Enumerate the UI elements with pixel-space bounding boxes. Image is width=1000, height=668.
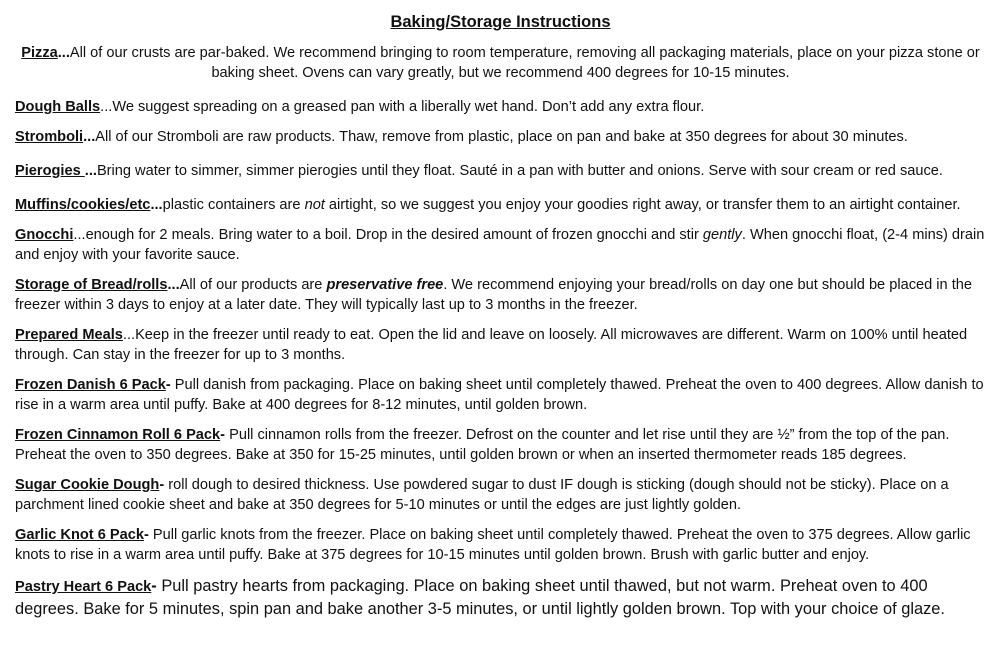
page-title: Baking/Storage Instructions: [390, 13, 611, 31]
entry-storage-bread-rolls: [15, 275, 986, 315]
entry-pizza: [15, 43, 986, 83]
entry-separator: ...: [167, 277, 180, 293]
entry-frozen-danish: [15, 375, 986, 415]
entry-text: Pull cinnamon rolls from the freezer. Defrost on the counter and let rise until they are ½” from the top of the pan. Preheat the oven to 350 degrees. Bake at 350 for 15-25 minutes, until golden brown or when an inserted thermometer reads 185 degrees.: [15, 427, 950, 463]
entry-emphasis: not: [304, 197, 325, 213]
entry-text: Pull garlic knots from the freezer. Place on baking sheet until completely thawed. Preheat the oven to 375 degrees. Allow garlic knots to rise in a warm area until puffy. Bake at 375 degrees for 10-15 minutes until golden brown. Brush with garlic butter and enjoy.: [15, 527, 971, 563]
entry-label: Sugar Cookie Dough: [15, 477, 160, 493]
entry-text: Pull pastry hearts from packaging. Place on baking sheet until thawed, but not warm. Preheat oven to 400 degrees. Bake for 5 minutes, spin pan and bake another 3-5 minutes, or until lightly golden brown. Top with your choice of glaze.: [15, 577, 945, 618]
entry-separator: ...: [100, 99, 113, 115]
entry-text: enough for 2 meals. Bring water to a boil. Drop in the desired amount of frozen gnocchi and stir: [85, 227, 703, 243]
entry-label: Pierogies: [15, 163, 85, 179]
entry-label: Prepared Meals: [15, 327, 123, 343]
entry-text: All of our Stromboli are raw products. Thaw, remove from plastic, place on pan and bake at 350 degrees for about 30 minutes.: [95, 129, 908, 145]
entry-stromboli: [15, 127, 986, 147]
entry-text: All of our products are: [179, 277, 327, 293]
entry-separator: ...: [73, 227, 86, 243]
entry-garlic-knot: [15, 525, 986, 565]
entry-label: Storage of Bread/rolls: [15, 277, 168, 293]
entry-label: Dough Balls: [15, 99, 101, 115]
entry-label: Frozen Danish 6 Pack: [15, 377, 166, 393]
entry-text: airtight, so we suggest you enjoy your goodies right away, or transfer them to an airtight container.: [324, 197, 961, 213]
entry-label: Frozen Cinnamon Roll 6 Pack: [15, 427, 221, 443]
entry-separator: -: [151, 577, 162, 595]
entry-separator: ...: [150, 197, 163, 213]
entry-emphasis: gently: [702, 227, 742, 243]
entry-text: Pull danish from packaging. Place on baking sheet until completely thawed. Preheat the oven to 400 degrees. Allow danish to rise in a warm area until puffy. Bake at 400 degrees for 8-12 minutes, until golden brown.: [15, 377, 984, 413]
entry-separator: -: [165, 377, 175, 393]
entry-gnocchi: [15, 225, 986, 265]
entry-text: Bring water to simmer, simmer pierogies until they float. Sauté in a pan with butter and onions. Serve with sour cream or red sauce.: [96, 163, 943, 179]
entry-emphasis: preservative free: [326, 277, 444, 293]
entry-text: plastic containers are: [162, 197, 305, 213]
entry-text: . We recommend enjoying your bread/rolls on day one but should be placed in the freezer within 3 days to enjoy at a later date. They will typically last up to 3 months in the freezer.: [15, 277, 972, 313]
entry-muffins-cookies: [15, 195, 986, 215]
entry-separator: ...: [83, 129, 96, 145]
entry-label: Garlic Knot 6 Pack: [15, 527, 144, 543]
entry-separator: ...: [84, 163, 97, 179]
entry-pastry-heart: [15, 575, 986, 620]
entry-separator: -: [220, 427, 230, 443]
entry-sugar-cookie-dough: [15, 475, 986, 515]
entry-text: roll dough to desired thickness. Use powdered sugar to dust IF dough is sticking (dough should not be sticky). Place on a parchment lined cookie sheet and bake at 350 degrees for 5-10 minutes or until the edges are just lightly golden.: [15, 477, 949, 513]
entry-text: Keep in the freezer until ready to eat. Open the lid and leave on loosely. All microwaves are different. Warm on 100% until heated through. Can stay in the freezer for up to 3 months.: [15, 327, 968, 363]
entry-frozen-cinnamon-roll: [15, 425, 986, 465]
entry-prepared-meals: [15, 325, 986, 365]
entry-separator: -: [143, 527, 153, 543]
entry-label: Pastry Heart 6 Pack: [15, 579, 152, 595]
entry-separator: ...: [122, 327, 136, 343]
entry-label: Gnocchi: [15, 227, 74, 243]
entry-text: All of our crusts are par-baked. We recommend bringing to room temperature, removing all packaging materials, place on your pizza stone or baking sheet. Ovens can vary greatly, but we recommend 400 degrees for 10-15 minutes.: [69, 45, 980, 81]
entry-separator: -: [159, 477, 169, 493]
entry-label: Muffins/cookies/etc: [15, 197, 151, 213]
entry-label: Pizza: [21, 45, 58, 61]
entry-dough-balls: [15, 97, 986, 117]
entry-pierogies: [15, 161, 986, 181]
entry-text: . When gnocchi float, (2-4 mins) drain and enjoy with your favorite sauce.: [15, 227, 985, 263]
entry-text: We suggest spreading on a greased pan with a liberally wet hand. Don’t add any extra flour.: [112, 99, 705, 115]
entry-separator: ...: [57, 45, 70, 61]
entry-label: Stromboli: [15, 129, 84, 145]
